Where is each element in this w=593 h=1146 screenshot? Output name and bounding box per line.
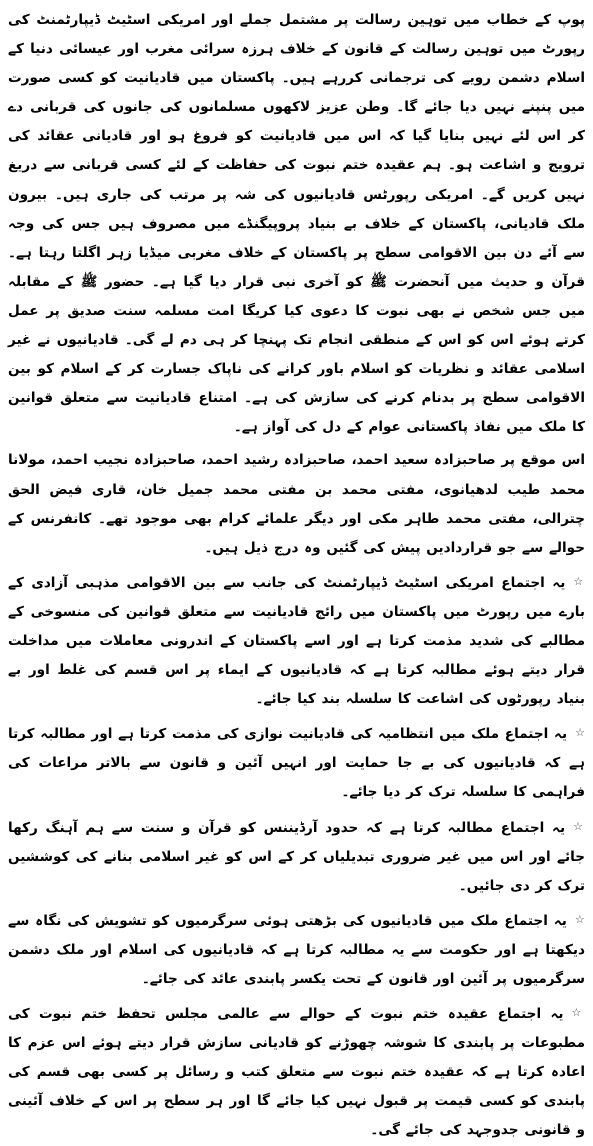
- resolution-2: [8, 718, 585, 807]
- star-icon: ☆: [574, 912, 585, 926]
- attendees-paragraph: اس موقع پر صاحبزادہ سعید احمد، صاحبزادہ رشید احمد، صاحبزادہ نجیب احمد، مولانا محمد طیب لدھیانوی، مفتی محمد بن مفتی محمد جمیل خان، قاری فیض الحق چترالی، مفتی محمد طاہر مکی اور دیگر علمائے کرام بھی موجود تھے۔ کانفرنس کے حوالے سے جو قراردادیں پیش کی گئیں وہ درج ذیل ہیں۔: [8, 452, 585, 556]
- resolution-text: یہ اجتماع ملک میں قادیانیوں کی بڑھتی ہوئی سرگرمیوں کو تشویش کی نگاہ سے دیکھتا ہے اور حکومت سے یہ مطالبہ کرتا ہے کہ قادیانیوں کی اسلام اور ملک دشمن سرگرمیوں پر آئین اور قانون کے تحت یکسر پابندی عائد کی جائے۔: [8, 912, 585, 987]
- resolution-text: یہ اجتماع امریکی اسٹیٹ ڈیپارٹمنٹ کی جانب سے بین الاقوامی مذہبی آزادی کے بارے میں رپورٹ میں پاکستان میں رائج قادیانیت سے متعلق قوانین کی منسوخی کے مطالبے کی شدید مذمت کرتا ہے اور اسے پاکستان کے اندرونی معاملات میں مداخلت قرار دیتے ہوئے مطالبہ کرتا ہے کہ قادیانیوں کے ایماء پر اس قسم کی غلط اور بے بنیاد رپورٹوں کی اشاعت کا سلسلہ بند کیا جائے۔: [8, 574, 585, 708]
- resolution-5: [8, 998, 585, 1145]
- resolution-text: یہ اجتماع عقیدہ ختم نبوت کے حوالے سے عالمی مجلس تحفظ ختم نبوت کی مطبوعات پر پابندی کا شوشہ چھوڑنے کو قادیانی سازش قرار دیتے ہوئے اس عزم کا اعادہ کرتا ہے کہ عقیدہ ختم نبوت سے متعلق کتب و رسائل پر کسی بھی قسم کی پابندی کو کسی قیمت پر قبول نہیں کیا جائے گا اور ہر سطح پر اس کے خلاف آئینی و قانونی جدوجہد کی جائے گی۔: [8, 1006, 585, 1139]
- star-icon: ☆: [573, 819, 585, 833]
- resolution-1: [8, 567, 585, 714]
- resolution-text: یہ اجتماع مطالبہ کرتا ہے کہ حدود آرڈیننس کو قرآن و سنت سے ہم آہنگ رکھا جائے اور اس میں غیر ضروری تبدیلیاں کر کے اس کو غیر اسلامی بنانے کی کوششیں ترک کر دی جائیں۔: [8, 819, 585, 894]
- resolution-3: [8, 812, 585, 901]
- star-icon: ☆: [573, 574, 585, 588]
- star-icon: ☆: [575, 726, 585, 740]
- star-icon: ☆: [571, 1006, 585, 1020]
- resolution-4: [8, 905, 585, 994]
- resolution-text: یہ اجتماع ملک میں انتظامیہ کی قادیانیت نوازی کی مذمت کرتا ہے اور مطالبہ کرتا ہے کہ قادیانیوں کی بے جا حمایت اور انہیں آئین و قانون سے بالاتر مراعات کی فراہمی کا سلسلہ ترک کر دیا جائے۔: [8, 726, 585, 801]
- intro-paragraph: پوپ کے خطاب میں توہین رسالت پر مشتمل جملے اور امریکی اسٹیٹ ڈیپارٹمنٹ کی رپورٹ میں توہین رسالت کے قانون کے خلاف ہرزہ سرائی مغرب اور عیسائی دنیا کے اسلام دشمن رویے کی ترجمانی کررہے ہیں۔ پاکستان میں قادیانیت کو کسی صورت میں پنپنے نہیں دیا جائے گا۔ وطن عزیز لاکھوں مسلمانوں کی جانوں کی قربانی دے کر اس لئے نہیں بنایا گیا کہ اس میں قادیانیت کو فروغ ہو اور قادیانی عقائد کی ترویج و اشاعت ہو۔ ہم عقیدہ ختم نبوت کی حفاظت کے لئے کسی قربانی سے دریغ نہیں کریں گے۔ امریکی رپورٹس قادیانیوں کی شہ پر مرتب کی جاری ہیں۔ بیرون ملک قادیانی، پاکستان کے خلاف بے بنیاد پروپیگنڈے میں مصروف ہیں جس کی وجہ سے آئے دن بین الاقوامی سطح پر پاکستان کے خلاف مغربی میڈیا زہر اگلتا رہتا ہے۔ قرآن و حدیث میں آنحضرت ﷺ کو آخری نبی قرار دیا گیا ہے۔ حضور ﷺ کے مقابلہ میں جس شخص نے بھی نبوت کا دعوی کیا کریگا امت مسلمہ سنت صدیق پر عمل کرتے ہوئے اس کو اس کے منطقی انجام تک پہنچا کر ہی دم لے گی۔ قادیانیوں نے غیر اسلامی عقائد و نظریات کو اسلام باور کرانے کی ناپاک جسارت کر کے اسلام کو بین الاقوامی سطح پر بدنام کرنے کی سازش کی ہے۔ امتناع قادیانیت سے متعلق قوانین کا ملک میں نفاذ پاکستانی عوام کے دل کی آواز ہے۔: [8, 12, 585, 436]
